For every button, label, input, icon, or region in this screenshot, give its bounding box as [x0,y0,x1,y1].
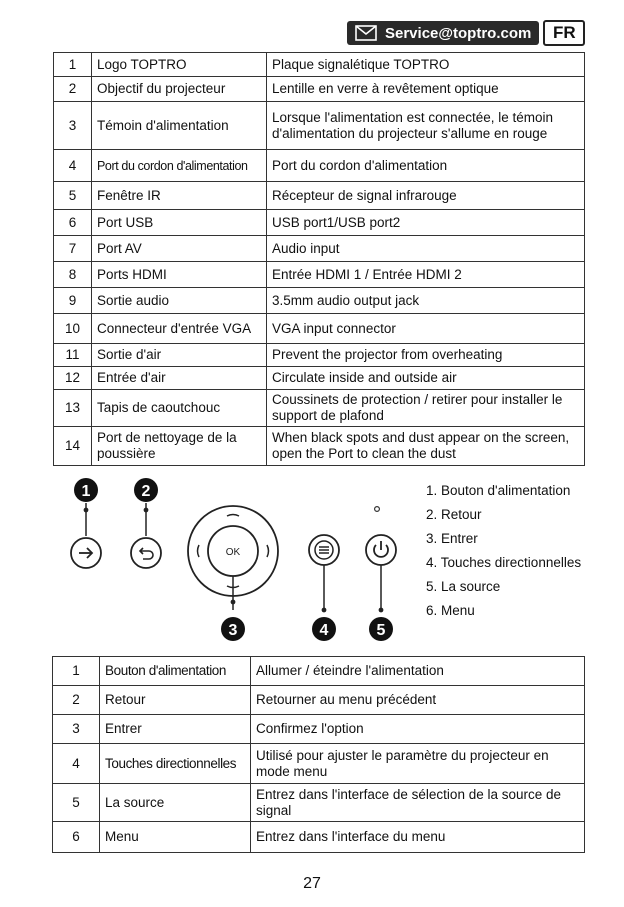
part-description: 3.5mm audio output jack [267,288,585,314]
row-number: 4 [53,744,100,784]
table-row [53,657,585,686]
row-number: 1 [53,657,100,686]
power-icon [374,541,388,557]
table-row [54,367,585,390]
button-name: Entrer [100,715,251,744]
row-number: 12 [54,367,92,390]
part-description: When black spots and dust appear on the screen, open the Port to clean the dust [267,427,585,466]
table-row [54,210,585,236]
part-name: Sortie audio [92,288,267,314]
callout-1 [74,478,98,502]
table-row [54,344,585,367]
button-description: Entrez dans l'interface du menu [251,822,585,853]
row-number: 1 [54,53,92,77]
part-name: Logo TOPTRO [92,53,267,77]
button-description: Utilisé pour ajuster le paramètre du projecteur en mode menu [251,744,585,784]
button-description: Allumer / éteindre l'alimentation [251,657,585,686]
row-number: 8 [54,262,92,288]
table-row [54,314,585,344]
part-description: Prevent the projector from overheating [267,344,585,367]
svg-text:5: 5 [376,622,386,639]
part-name: Sortie d'air [92,344,267,367]
part-description: Entrée HDMI 1 / Entrée HDMI 2 [267,262,585,288]
table-row [54,77,585,102]
row-number: 14 [54,427,92,466]
part-description: Lentille en verre à revêtement optique [267,77,585,102]
page-number: 27 [303,875,321,892]
callout-2 [134,478,158,502]
table-row [54,53,585,77]
button-description: Retourner au menu précédent [251,686,585,715]
table-row [54,236,585,262]
table-row [53,784,585,822]
source-button[interactable] [71,538,101,568]
legend-item: 2. Retour [426,507,482,522]
part-name: Port de nettoyage de la poussière [92,427,267,466]
table-row [54,427,585,466]
part-name: Port AV [92,236,267,262]
row-number: 5 [53,784,100,822]
menu-button[interactable] [309,535,339,565]
row-number: 2 [53,686,100,715]
row-number: 2 [54,77,92,102]
part-name: Port USB [92,210,267,236]
part-name: Port du cordon d'alimentation [92,150,267,182]
row-number: 4 [54,150,92,182]
button-name: Menu [100,822,251,853]
service-badge [347,21,539,45]
table-row [53,744,585,784]
table-row [54,390,585,427]
button-description: Entrez dans l'interface de sélection de la source de signal [251,784,585,822]
table-row [54,262,585,288]
part-description: Lorsque l'alimentation est connectée, le témoin d'alimentation du projecteur s'allume en rouge [267,102,585,150]
envelope-icon [355,25,377,41]
button-description: Confirmez l'option [251,715,585,744]
ok-button[interactable] [208,526,258,576]
part-name: Ports HDMI [92,262,267,288]
part-description: USB port1/USB port2 [267,210,585,236]
button-legend [426,479,581,623]
part-name: Connecteur d'entrée VGA [92,314,267,344]
arrow-right-icon [79,548,92,558]
svg-text:2: 2 [141,483,151,500]
button-name: Retour [100,686,251,715]
table-row [54,102,585,150]
row-number: 9 [54,288,92,314]
part-name: Tapis de caoutchouc [92,390,267,427]
row-number: 10 [54,314,92,344]
button-name: La source [100,784,251,822]
legend-item: 3. Entrer [426,531,478,546]
row-number: 7 [54,236,92,262]
row-number: 6 [53,822,100,853]
part-name: Objectif du projecteur [92,77,267,102]
parts-table [53,52,585,466]
row-number: 13 [54,390,92,427]
table-row [53,822,585,853]
part-description: Port du cordon d'alimentation [267,150,585,182]
part-description: Audio input [267,236,585,262]
part-name: Témoin d'alimentation [92,102,267,150]
legend-item: 6. Menu [426,603,475,618]
svg-text:3: 3 [228,622,238,639]
row-number: 11 [54,344,92,367]
table-row [54,182,585,210]
row-number: 3 [54,102,92,150]
header [347,20,585,46]
part-name: Entrée d'air [92,367,267,390]
table-row [53,715,585,744]
legend-item: 1. Bouton d'alimentation [426,483,571,498]
part-description: Récepteur de signal infrarouge [267,182,585,210]
table-row [53,686,585,715]
callout-4 [312,617,336,641]
language-badge: FR [543,20,585,46]
power-button[interactable] [366,535,396,565]
ok-label: OK [225,547,241,558]
part-description: VGA input connector [267,314,585,344]
menu-icon [315,541,333,559]
row-number: 3 [53,715,100,744]
power-led-indicator [375,507,380,512]
return-icon [140,548,153,559]
button-name: Touches directionnelles [100,744,251,784]
table-row [54,288,585,314]
legend-item: 4. Touches directionnelles [426,555,582,570]
row-number: 6 [54,210,92,236]
row-number: 5 [54,182,92,210]
svg-text:4: 4 [319,622,329,639]
return-button[interactable] [131,538,161,568]
callout-3 [221,617,245,641]
part-description: Circulate inside and outside air [267,367,585,390]
part-description: Plaque signalétique TOPTRO [267,53,585,77]
part-description: Coussinets de protection / retirer pour installer le support de plafond [267,390,585,427]
button-name: Bouton d'alimentation [100,657,251,686]
service-email: Service@toptro.com [385,24,532,42]
legend-item: 5. La source [426,579,501,594]
buttons-table [52,656,585,853]
part-name: Fenêtre IR [92,182,267,210]
table-row [54,150,585,182]
callout-5 [369,617,393,641]
svg-text:1: 1 [81,483,91,500]
